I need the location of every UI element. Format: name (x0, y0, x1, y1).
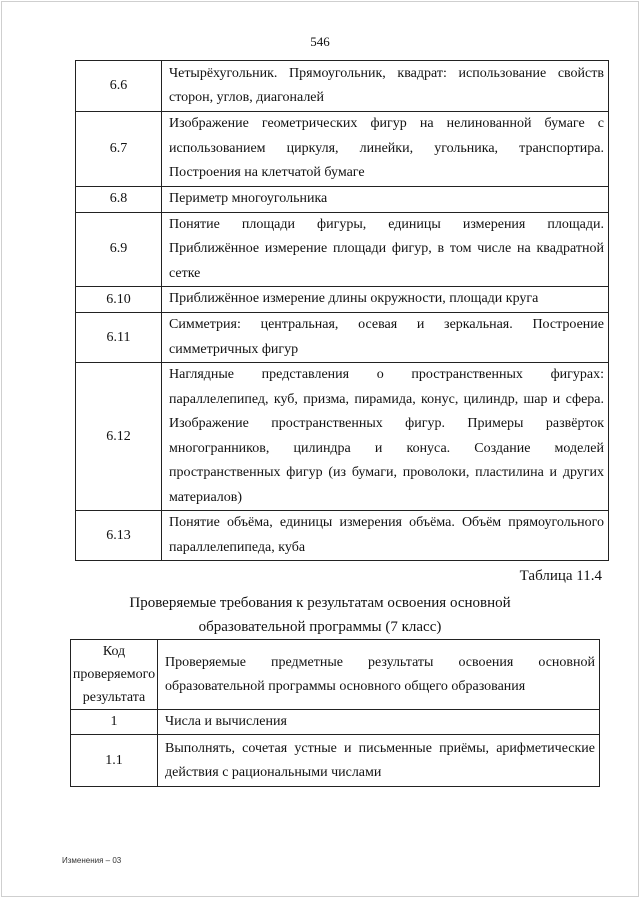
row-code: 6.12 (76, 363, 162, 511)
row-code: 6.13 (76, 511, 162, 561)
row-text: Периметр многоугольника (162, 187, 609, 213)
table-row (71, 710, 600, 735)
row-code: 6.8 (76, 187, 162, 213)
table-row (76, 112, 609, 187)
table-row (76, 363, 609, 511)
table-row (76, 313, 609, 363)
table-caption: Таблица 11.4 (519, 568, 602, 584)
row-text: Понятие площади фигуры, единицы измерения площади. Приближённое измерение площади фигур, в том числе на квадратной сетке (162, 212, 609, 287)
row-text: Изображение геометрических фигур на нелинованной бумаге с использованием циркуля, линейки, угольника, транспортира. Построения на клетчатой бумаге (162, 112, 609, 187)
row-code: 6.6 (76, 61, 162, 112)
section-title-line2: образовательной программы (7 класс) (198, 619, 442, 635)
row-text: Наглядные представления о пространственных фигурах: параллелепипед, куб, призма, пирамида, конус, цилиндр, шар и сфера. Изображение пространственных фигур. Примеры развёрток многогранников, цилиндра и конуса. Создание моделей пространственных фигур (из бумаги, проволоки, пластилина и других материалов) (162, 363, 609, 511)
row-code: 1 (71, 710, 158, 735)
section-title-line1: Проверяемые требования к результатам освоения основной (129, 595, 511, 611)
table-row (76, 61, 609, 112)
row-code: 1.1 (71, 735, 158, 787)
content-table-continued (75, 60, 609, 561)
row-text: Числа и вычисления (158, 710, 600, 735)
row-text: Понятие объёма, единицы измерения объёма. Объём прямоугольного параллелепипеда, куба (162, 511, 609, 561)
row-code: 6.7 (76, 112, 162, 187)
table-row (71, 735, 600, 787)
table-header-row (71, 640, 600, 710)
table-row (76, 212, 609, 287)
header-code: Код проверяемого результата (71, 640, 158, 710)
page-number: 546 (310, 34, 330, 49)
table-row (76, 187, 609, 213)
row-text: Выполнять, сочетая устные и письменные приёмы, арифметические действия с рациональными числами (158, 735, 600, 787)
table-row (76, 511, 609, 561)
row-text: Симметрия: центральная, осевая и зеркальная. Построение симметричных фигур (162, 313, 609, 363)
header-text: Проверяемые предметные результаты освоения основной образовательной программы основного общего образования (158, 640, 600, 710)
row-code: 6.9 (76, 212, 162, 287)
row-code: 6.10 (76, 287, 162, 313)
footer-note: Изменения – 03 (62, 856, 122, 865)
row-text: Четырёхугольник. Прямоугольник, квадрат: использование свойств сторон, углов, диагоналей (162, 61, 609, 112)
row-code: 6.11 (76, 313, 162, 363)
row-text: Приближённое измерение длины окружности, площади круга (162, 287, 609, 313)
table-row (76, 287, 609, 313)
requirements-table (70, 639, 600, 787)
